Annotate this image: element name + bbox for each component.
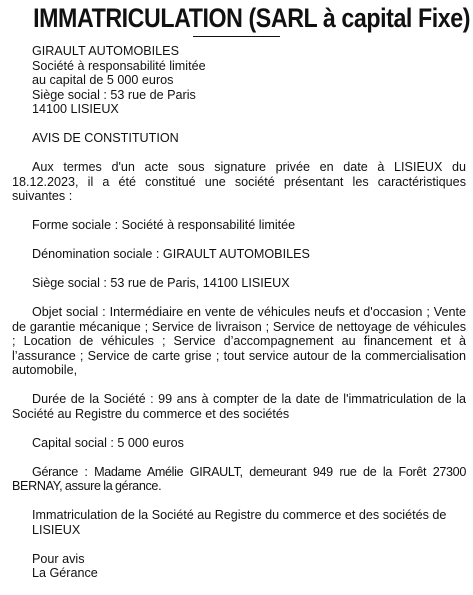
immatriculation-paragraph: Immatriculation de la Société au Registre du commerce et des sociétés de LISIEUX bbox=[32, 508, 447, 537]
company-name: GIRAULT AUTOMOBILES bbox=[32, 44, 179, 58]
signature-block bbox=[12, 552, 466, 581]
intro-paragraph: Aux termes d'un acte sous signature privée en date à LISIEUX du 18.12.2023, il a été constitué une société présentant les caractéristiques suivantes : bbox=[12, 160, 466, 203]
notice-title: IMMATRICULATION (SARL à capital Fixe) bbox=[33, 3, 471, 33]
objet-social: Objet social : Intermédiaire en vente de véhicules neufs et d'occasion ; Vente de garantie mécanique ; Service de livraison ; Service de nettoyage de véhicules ; Location de véhicules ; Service d’accompagnement au financement et à l’assurance ; Service de carte grise ; tout service autour de la commercialisation automobile, bbox=[12, 305, 466, 377]
company-address: Siège social : 53 rue de Paris bbox=[32, 87, 196, 102]
company-form: Société à responsabilité limitée bbox=[32, 58, 206, 73]
notice-heading: AVIS DE CONSTITUTION bbox=[32, 131, 179, 145]
siege-social: Siège social : 53 rue de Paris, 14100 LISIEUX bbox=[32, 276, 290, 290]
gerance-paragraph: Gérance : Madame Amélie GIRAULT, demeurant 949 rue de la Forêt 27300 BERNAY, assure la gérance. bbox=[12, 464, 466, 493]
title-underline bbox=[193, 36, 280, 37]
company-capital: au capital de 5 000 euros bbox=[32, 73, 174, 87]
company-city: 14100 LISIEUX bbox=[32, 102, 119, 116]
notice-body bbox=[12, 44, 466, 595]
signature-line-gerance: La Gérance bbox=[32, 566, 98, 580]
capital-social: Capital social : 5 000 euros bbox=[32, 435, 184, 450]
forme-sociale: Forme sociale : Société à responsabilité limitée bbox=[32, 218, 296, 232]
company-header bbox=[12, 44, 466, 117]
signature-line-pour-avis: Pour avis bbox=[32, 551, 85, 566]
denomination-sociale: Dénomination sociale : GIRAULT AUTOMOBILES bbox=[32, 247, 310, 261]
duree-societe: Durée de la Société : 99 ans à compter de la date de l'immatriculation de la Société au Registre du commerce et des sociétés bbox=[12, 392, 466, 421]
